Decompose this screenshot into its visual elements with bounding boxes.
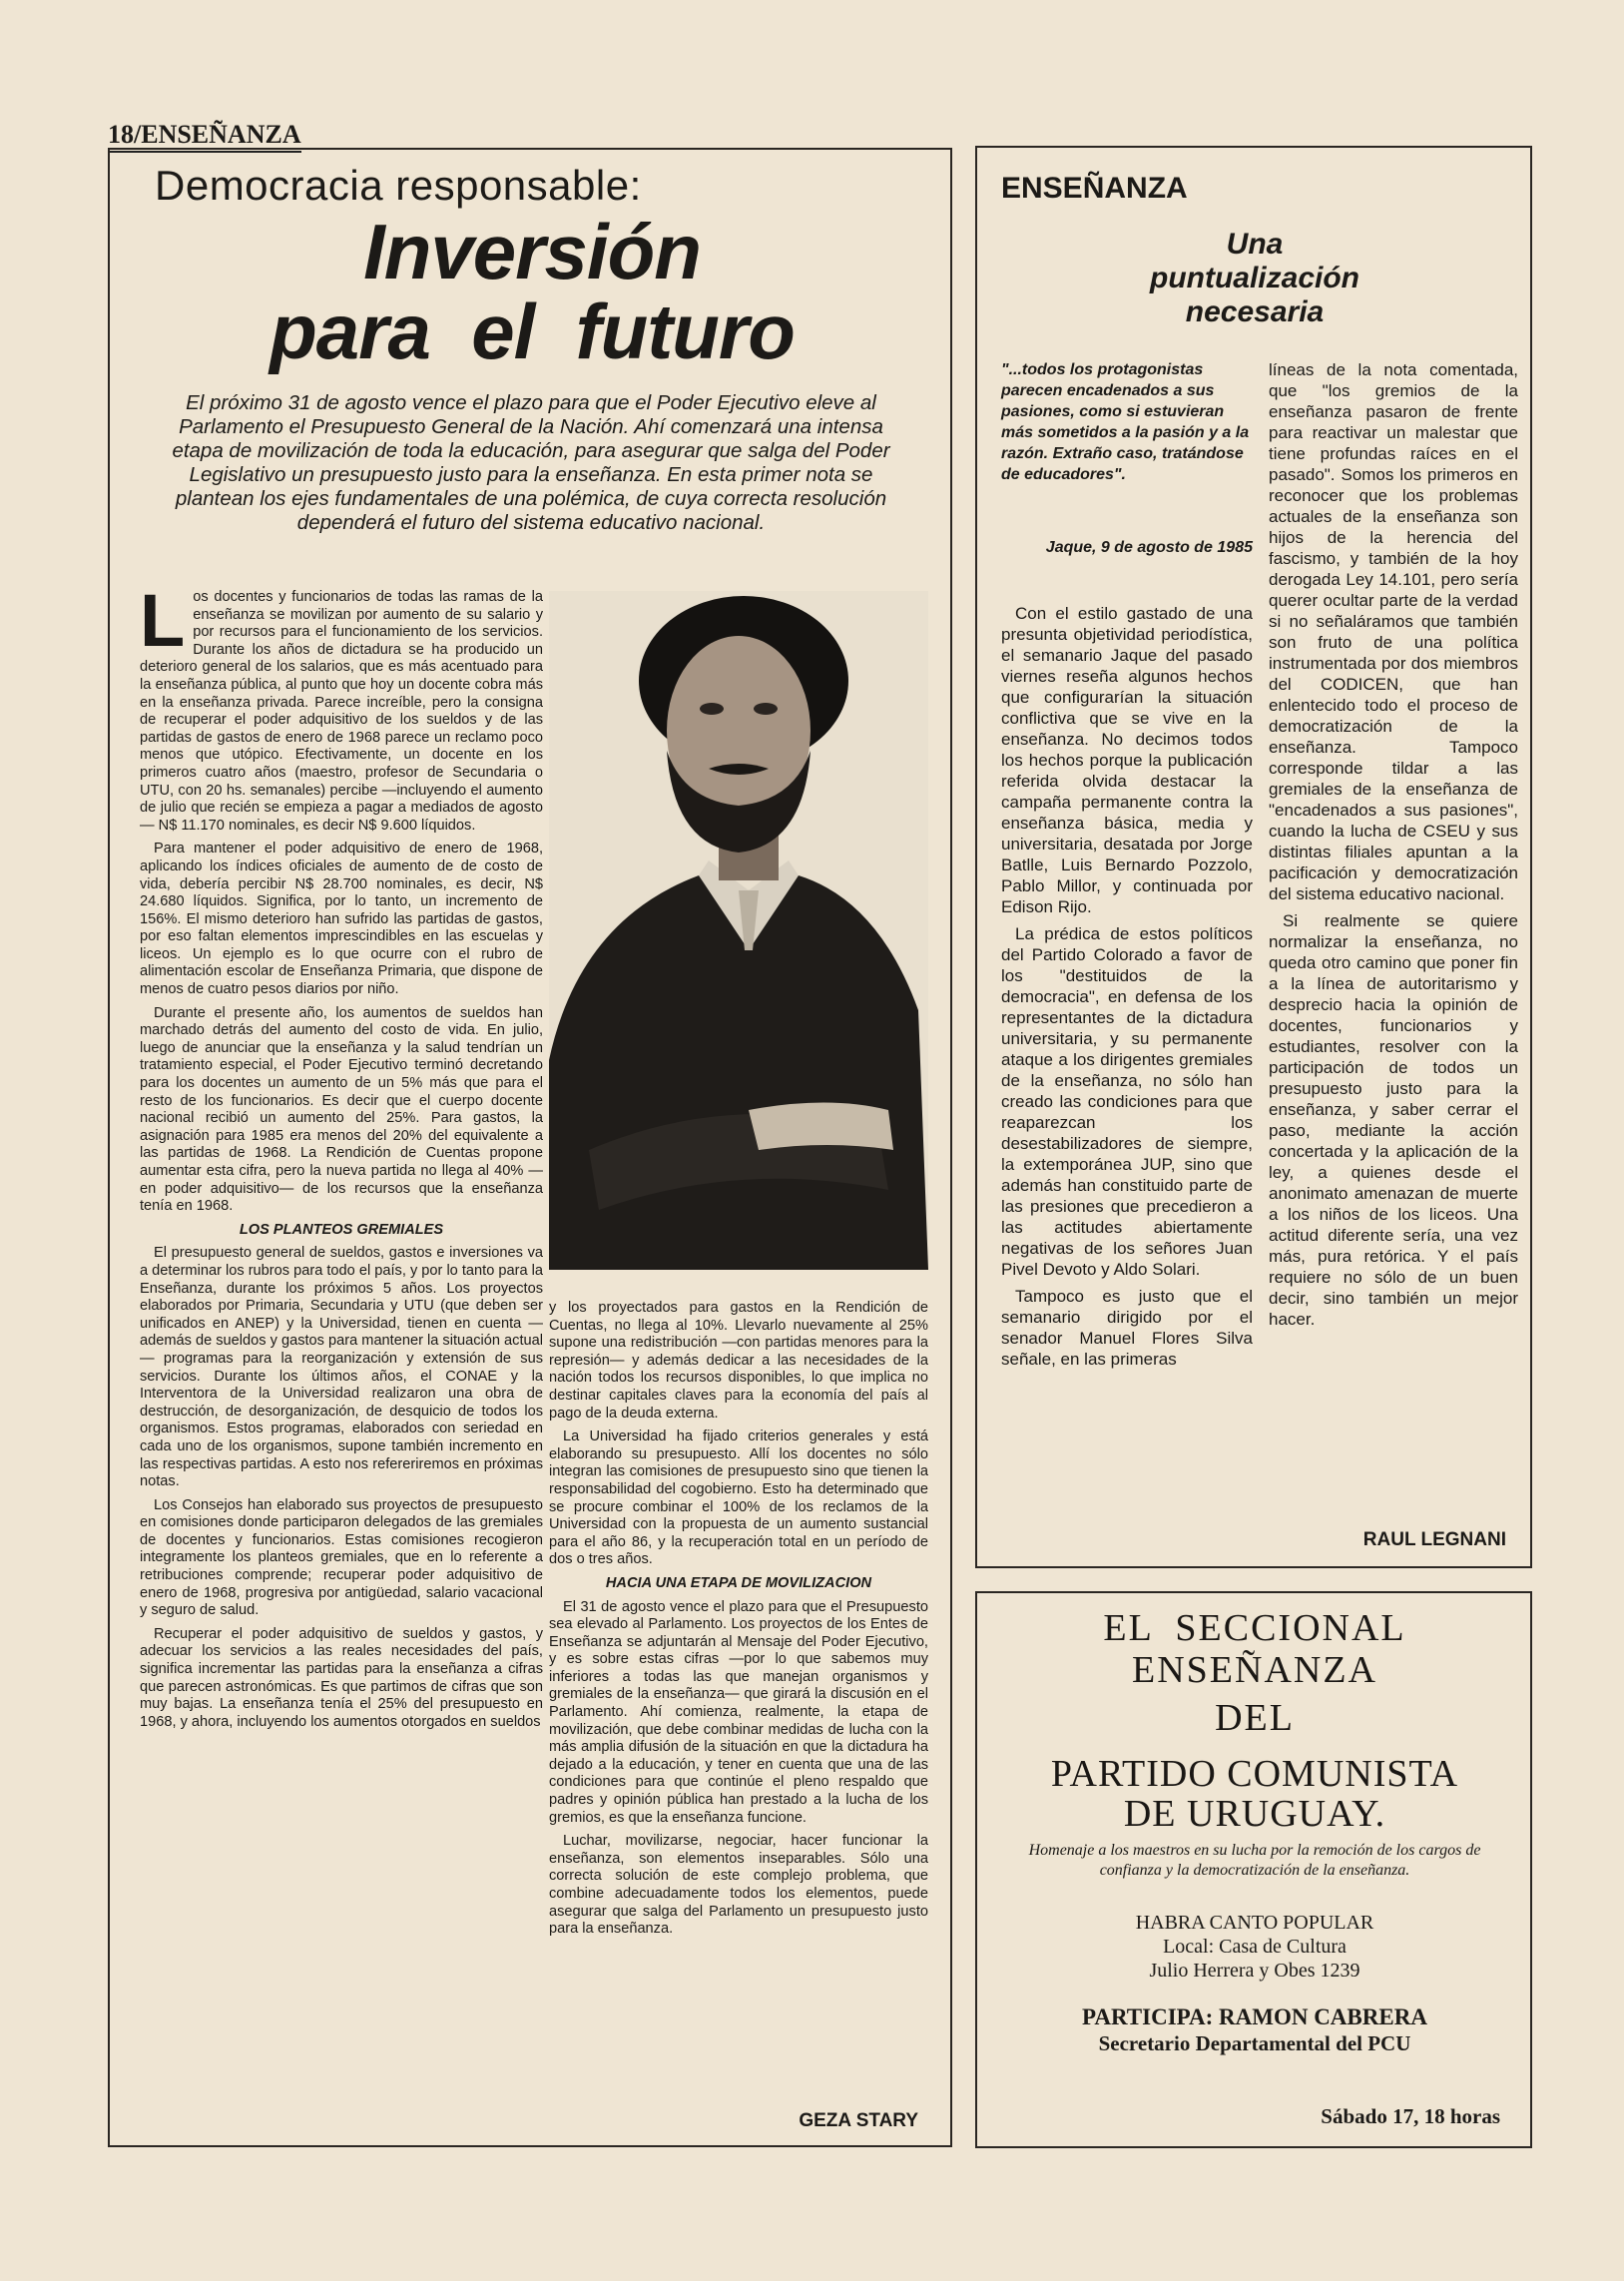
paragraph: Si realmente se quiere normalizar la enseñanza, no queda otro camino que poner fin a la línea de autoritarismo y desprecio hacia la opinión de docentes, funcionarios y estudiantes, resolver con la participación de todos un presupuesto justo para la enseñanza, y saber cerrar el paso, mediante la acción concertada y la aplicación de la ley, a quienes desde el anonimato amenazan de muerte a los niños de los liceos. Una actitud diferente sería, una vez más, pura retórica. Y el país requiere no sólo de un buen decir, sino también un mejor hacer. [1269, 911, 1518, 1329]
advert-line-2: ENSEÑANZA [1132, 1649, 1377, 1691]
advert-line-5: DE URUGUAY. [1123, 1793, 1386, 1835]
advert-event-line-2: Local: Casa de Cultura [1163, 1936, 1347, 1958]
headline-line-1: Inversión [363, 208, 701, 295]
advert-line-3: DEL [1215, 1697, 1295, 1739]
paragraph: líneas de la nota comentada, que "los gremios de la enseñanza pasaron de frente para reactivar un malestar que tiene profundas raíces en el pasado". Somos los primeros en reconocer que los problemas actuales de la enseñanza son hijos de la herencia del fascismo, y también de la hoy derogada Ley 14.101, pero sería querer ocultar parte de la verdad si no señaláramos que también son fruto de una política instrumentada por dos miembros del CODICEN, que han enlentecido todo el proceso de democratización de la enseñanza. Tampoco corresponde tildar a las gremiales de la enseñanza de "encadenados a sus pasiones", cuando la lucha de CSEU y sus distintas filiales apuntan a la pacificación y democratización del sistema educativo nacional. [1269, 360, 1518, 903]
byline-raul-legnani: RAUL LEGNANI [1362, 1529, 1506, 1550]
paragraph: Los Consejos han elaborado sus proyectos de presupuesto en comisiones donde participaron delegados de las gremiales de docentes y funcionarios. Estas comisiones recogieron integramente los planteos gremiales, que en lo referente a retribuciones comprende; recuperar poder adquisitivo de enero de 1968, progresiva por antigüedad, salario vacacional y seguro de salud. [140, 1496, 543, 1619]
advert-event [977, 1911, 1532, 1983]
sidebar-heading-line-1: Una [1226, 228, 1284, 261]
paragraph: Con el estilo gastado de una presunta objetividad periodística, el semanario Jaque del pasado viernes reseña algunos hechos que configurarían la situación conflictiva que se vive en la enseñanza. No decimos todos los hechos porque la publicación referida olvida destacar la campaña permanente contra la enseñanza básica, media y universitaria, desatada por Jorge Batlle, Luis Bernardo Pozzolo, Pablo Millor, y continuada por Edison Rijo. [1001, 604, 1253, 916]
advert-line-4: PARTIDO COMUNISTA [1050, 1753, 1459, 1795]
article-column-2 [549, 1300, 928, 1945]
paragraph: Para mantener el poder adquisitivo de enero de 1968, aplicando los índices oficiales de aumento de de costo de vida, debería percibir N$ 28.700 nominales, es decir, N$ 24.680 líquidos. Significa, por lo tanto, un incremento de 156%. El mismo deterioro han sufrido las partidas de gastos, por eso faltan elementos imprescindibles en las escuelas y liceos. Un ejemplo es lo que ocurre con el rubro de alimentación escolar de Enseñanza Primaria, que dispone de menos de cuatro pesos diarios por niño. [140, 841, 543, 998]
subhead-movilizacion: HACIA UNA ETAPA DE MOVILIZACION [605, 1574, 872, 1591]
sidebar-section-title: ENSEÑANZA [1001, 172, 1188, 205]
advert-participa: PARTICIPA: RAMON CABRERA [1082, 2004, 1427, 2029]
paragraph: El presupuesto general de sueldos, gastos e inversiones va a determinar los rubros para todo el país, y por lo tanto para la Enseñanza, durante los próximos 5 años. Los proyectos elaborados por Primaria, Secundaria y UTU (que deben ser unificados en ANEP) y la Universidad, tienen en cuenta —además de sueldos y gastos para mantener la situación actual— programas para la reorganización y extensión de sus servicios. Durante los últimos años, el CONAE y la Interventora de la Universidad realizaron una obra de destrucción, de desorganización, de desquicio de todos los organismos. Estos programas, elaborados con seriedad en cada uno de los organismos, supone también incremento en las respectivas partidas. A esto nos refereriremos en próximas notas. [140, 1245, 544, 1490]
article-kicker: Democracia responsable: [155, 162, 642, 209]
event-advert [975, 1591, 1532, 2148]
sidebar-article [975, 146, 1532, 1568]
sidebar-heading-line-3: necesaria [1185, 295, 1325, 328]
portrait-photo [549, 591, 928, 1270]
article-lede: El próximo 31 de agosto vence el plazo para que el Poder Ejecutivo eleve al Parlamento el Presupuesto General de la Nación. Ahí comenzará una intensa etapa de movilización de toda la educación, para asegurar que salga del Poder Legislativo un presupuesto justo para la enseñanza. En esta primer nota se plantean los ejes fundamentales de una polémica, de cuya correcta resolución dependerá el futuro del sistema educativo nacional. [172, 391, 890, 534]
sidebar-quote: "...todos los protagonistas parecen encadenados a sus pasiones, como si estuvieran más sometidos a la pasión y a la razón. Extraño caso, tratándose de educadores". [1001, 361, 1250, 483]
paragraph: Recuperar el poder adquisitivo de sueldos y gastos, y adecuar los servicios a las reales necesidades del país, significa incrementar las partidas para la enseñanza a cifras que parecen astronómicas. Es que partimos de cifras que son muy bajas. La enseñanza tenía el 25% del presupuesto en 1968, y ahora, incluyendo los aumentos otorgados en sueldos [140, 1625, 543, 1730]
paragraph: Tampoco es justo que el semanario dirigido por el senador Manuel Flores Silva señale, en las primeras [1001, 1287, 1253, 1369]
main-article [108, 148, 952, 2147]
advert-role: Secretario Departamental del PCU [1098, 2031, 1411, 2055]
sidebar-column-2 [1269, 359, 1518, 1336]
drop-cap: L [140, 579, 186, 662]
byline-geza-stary: GEZA STARY [799, 2110, 918, 2131]
paragraph: os docentes y funcionarios de todas las ramas de la enseñanza se movilizan por aumento de su salario y por recursos para el funcionamiento de los servicios. Durante los años de dictadura se ha producido un deterioro general de los salarios, que es más acentuado para la enseñanza pública, al punto que hoy un docente cobra más en la enseñanza privada. Parece increíble, pero la consigna de recuperar el poder adquisitivo de los sueldos y de las partidas de gastos de enero de 1968 parece un reclamo poco menos que utópico. Efectivamente, un docente en los primeros cuatro años (maestro, profesor de Secundaria o UTU, con 20 hs. semanales) percibe —incluyendo el aumento de julio que recién se empieza a pagar a mediados de agosto— N$ 11.170 nominales, es decir N$ 9.600 líquidos. [140, 589, 543, 834]
advert-homage: Homenaje a los maestros en su lucha por la remoción de los cargos de confianza y la democratización de la enseñanza. [1028, 1842, 1481, 1879]
advert-line-1: EL SECCIONAL [1103, 1607, 1406, 1649]
sidebar-heading [977, 228, 1532, 329]
subhead-planteos: LOS PLANTEOS GREMIALES [239, 1221, 444, 1238]
headline-line-2: para el futuro [270, 287, 795, 375]
article-headline [110, 208, 954, 375]
paragraph: La prédica de estos políticos del Partido Colorado a favor de los "destituidos de la democracia", en defensa de los representantes de la dictadura universitaria, y su permanente ataque a los dirigentes gremiales de la enseñanza, no sólo han creado las condiciones para que reaparezcan los desestabilizadores de siempre, la extemporánea JUP, sino que además han constituido parte de las presiones que precedieron a las actitudes abiertamente negativas de los señores Juan Pivel Devoto y Aldo Solari. [1001, 924, 1253, 1279]
sidebar-heading-line-2: puntualización [1150, 262, 1359, 294]
page-tag: 18/ENSEÑANZA [108, 120, 301, 153]
paragraph: El 31 de agosto vence el plazo para que el Presupuesto sea elevado al Parlamento. Los proyectos de los Entes de Enseñanza se adjuntarán al Mensaje del Poder Ejecutivo, y es sobre estas cifras —por lo que sabemos muy inferiores a todas las que manejan organismos y gremiales de la enseñanza— que girará la discusión en el Parlamento. Ahí comienza, realmente, la etapa de movilización, que debe combinar medidas de lucha con la más amplia difusión de la situación en que la dictadura ha dejado a la educación, y tener en cuenta que una de las condiciones para que continúe el pleno respaldo que padres y opinión pública han prestado a la lucha de los gremios, es que la enseñanza funcione. [549, 1598, 928, 1826]
paragraph: y los proyectados para gastos en la Rendición de Cuentas, no llega al 10%. Llevarlo nuevamente al 25% supone una redistribución —con partidas menores para la represión— y además dedicar a las necesidades de la nación todos los recursos disponibles, lo que implica no destinar capitales claves para la economía del país al pago de la deuda externa. [549, 1300, 928, 1422]
sidebar-column-1 [1001, 603, 1253, 1376]
advert-date: Sábado 17, 18 horas [1321, 2104, 1500, 2128]
advert-event-line-3: Julio Herrera y Obes 1239 [1149, 1960, 1360, 1982]
advert-participant [977, 2004, 1532, 2056]
paragraph: La Universidad ha fijado criterios generales y está elaborando su presupuesto. Allí los docentes no sólo integran las comisiones de presupuesto sino que tienen la responsabilidad del cogobierno. Esto ha determinado que se procure combinar el 100% de los reclamos de la Universidad con la propuesta de un aumento sustancial para el año 86, y la recuperación total en un período de dos o tres años. [549, 1428, 928, 1568]
paragraph: Durante el presente año, los aumentos de sueldos han marchado detrás del aumento del costo de vida. En julio, luego de anunciar que la enseñanza y la salud tendrían un tratamiento especial, el Poder Ejecutivo terminó decretando para los docentes un aumento de un 5% más que para el resto de los funcionarios. Es decir que el cuerpo docente nacional recibió un aumento del 25%. Para gastos, la asignación para 1985 era menos del 20% del equivalente a las partidas de 1968. La Rendición de Cuentas propone aumentar esta cifra, pero la nueva partida no llega al 40% —en poder adquisitivo— de los recursos que la enseñanza tenía en 1968. [140, 1004, 543, 1215]
sidebar-dateline: Jaque, 9 de agosto de 1985 [1045, 539, 1253, 556]
paragraph: Luchar, movilizarse, negociar, hacer funcionar la enseñanza, son elementos inseparables. Sólo una correcta solución de este complejo problema, que combine adecuadamente todos los elementos, puede asegurar que salga del Parlamento un presupuesto justo para la enseñanza. [549, 1833, 928, 1938]
article-column-1 [140, 579, 544, 1737]
advert-event-line-1: HABRA CANTO POPULAR [1135, 1912, 1374, 1934]
